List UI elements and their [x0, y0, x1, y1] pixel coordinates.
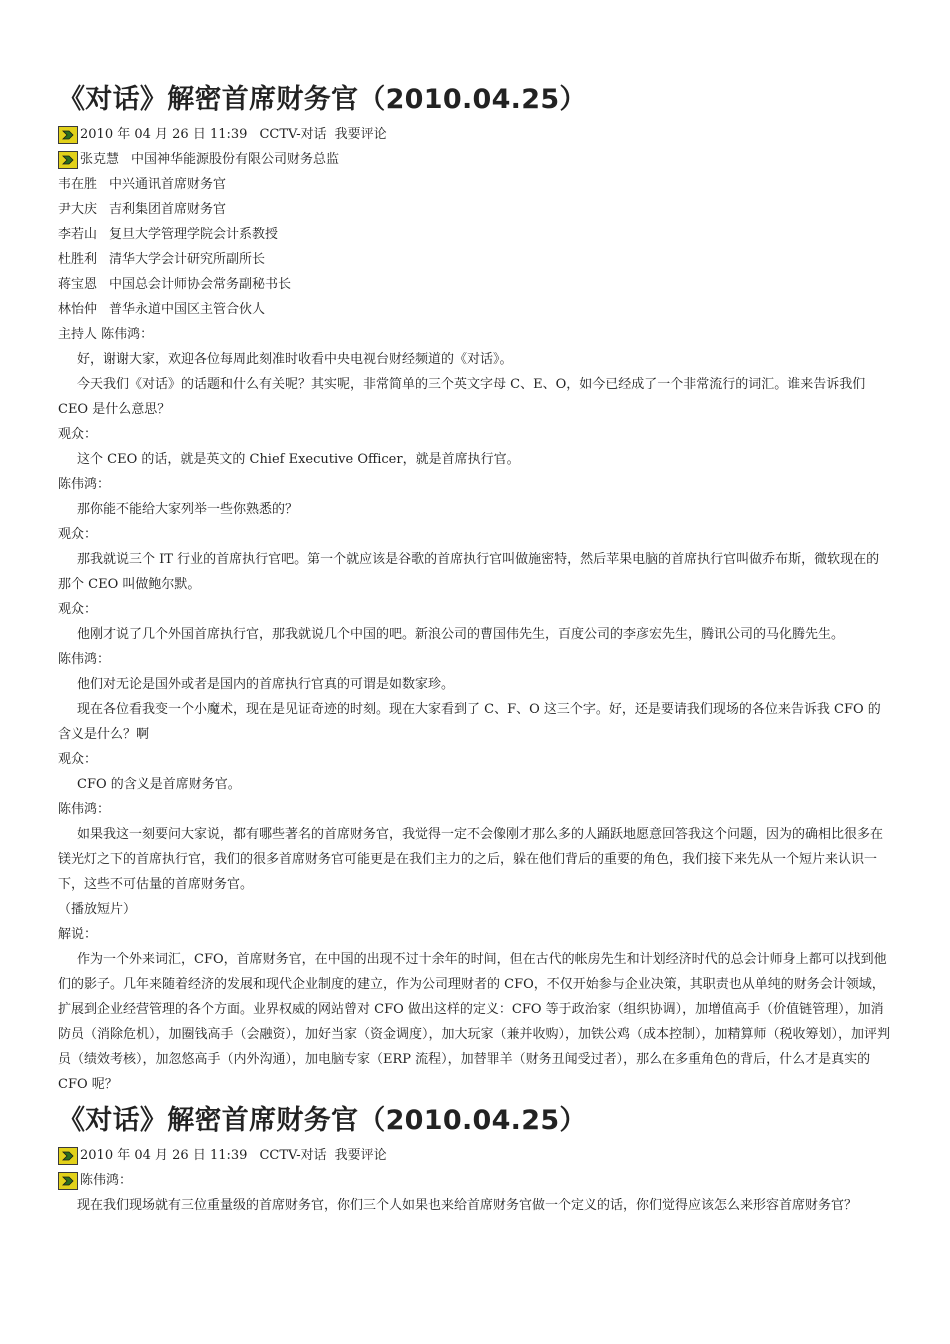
guest-role: 复旦大学管理学院会计系教授 [109, 227, 279, 242]
dialogue-paragraph: 现在各位看我变一个小魔术，现在是见证奇迹的时刻。现在大家看到了 C、F、O 这三个字。好，还是要请我们现场的各位来告诉我 CFO 的含义是什么？啊 [58, 702, 881, 742]
article-meta [58, 122, 890, 147]
article-title: 《对话》解密首席财务官（2010.04.25） [58, 1105, 587, 1136]
article-source[interactable]: CCTV-对话 [259, 127, 327, 142]
dialogue-paragraph: 现在我们现场就有三位重量级的首席财务官，你们三个人如果也来给首席财务官做一个定义的话，你们觉得应该怎么来形容首席财务官？ [77, 1198, 858, 1213]
speaker-label: （播放短片） [58, 902, 137, 917]
guest-role: 普华永道中国区主管合伙人 [109, 302, 266, 317]
speaker-label: 陈伟鸿： [58, 477, 111, 492]
guest-name: 尹大庆 [58, 202, 98, 217]
speaker-label: 观众： [58, 427, 98, 442]
guest-row [58, 197, 890, 222]
arrow-bullet-icon [58, 151, 78, 169]
comment-link[interactable]: 我要评论 [334, 127, 387, 142]
guest-row [58, 172, 890, 197]
speaker-label: 观众： [58, 602, 98, 617]
speaker-label: 陈伟鸿： [58, 652, 111, 667]
guest-name: 林怡仲 [58, 302, 98, 317]
dialogue-paragraph: 这个 CEO 的话，就是英文的 Chief Executive Officer，就是首席执行官。 [77, 452, 520, 467]
guest-row [58, 297, 890, 322]
guest-role: 中兴通讯首席财务官 [109, 177, 227, 192]
dialogue-paragraph: CFO 的含义是首席财务官。 [77, 777, 241, 792]
dialogue-paragraph: 那我就说三个 IT 行业的首席执行官吧。第一个就应该是谷歌的首席执行官叫做施密特，然后苹果电脑的首席执行官叫做乔布斯，微软现在的那个 CEO 叫做鲍尔默。 [58, 552, 880, 592]
dialogue-paragraph: 那你能不能给大家列举一些你熟悉的？ [77, 502, 299, 517]
dialogue-paragraph: 他刚才说了几个外国首席执行官，那我就说几个中国的吧。新浪公司的曹国伟先生，百度公司的李彦宏先生，腾讯公司的马化腾先生。 [77, 627, 845, 642]
guest-name: 张克慧 [80, 152, 120, 167]
guest-role: 清华大学会计研究所副所长 [109, 252, 266, 267]
arrow-bullet-icon [58, 1147, 78, 1165]
speaker-label: 观众： [58, 752, 98, 767]
speaker-name: 陈伟鸿： [80, 1173, 133, 1188]
dialogue-body [58, 347, 890, 1097]
dialogue-paragraph: 如果我这一刻要问大家说，都有哪些著名的首席财务官，我觉得一定不会像刚才那么多的人踊跃地愿意回答我这个问题，因为的确相比很多在镁光灯之下的首席执行官，我们的很多首席财务官可能更是在我们主力的之后，躲在他们背后的重要的角色，我们接下来先从一个短片来认识一下，这些不可估量的首席财务官。 [58, 827, 884, 892]
speaker-label: 陈伟鸿： [58, 802, 111, 817]
guest-name: 韦在胜 [58, 177, 98, 192]
guest-row [58, 147, 890, 172]
guest-row [58, 272, 890, 297]
guest-role: 吉利集团首席财务官 [109, 202, 227, 217]
comment-link[interactable]: 我要评论 [334, 1148, 387, 1163]
speaker-label [58, 1168, 890, 1193]
speaker-label: 观众： [58, 527, 98, 542]
guest-role: 中国总会计师协会常务副秘书长 [109, 277, 292, 292]
speaker-label: 解说： [58, 927, 98, 942]
guest-row [58, 247, 890, 272]
arrow-bullet-icon [58, 1172, 78, 1190]
guest-row [58, 222, 890, 247]
article-meta [58, 1143, 890, 1168]
dialogue-paragraph: 作为一个外来词汇，CFO，首席财务官，在中国的出现不过十余年的时间，但在古代的帐房先生和计划经济时代的总会计师身上都可以找到他们的影子。几年来随着经济的发展和现代企业制度的建立，作为公司理财者的 CFO，不仅开始参与企业决策，其职责也从单纯的财务会计领域，扩展到企业经营管理的各个方面。业界权威的网站曾对 CFO 做出这样的定义：CFO 等于政治家（组织协调），加增值高手（价值链管理），加消防员（消除危机），加圈钱高手（会融资），加好当家（资金调度），加大玩家（兼并收购），加铁公鸡（成本控制），加精算师（税收筹划），加评判员（绩效考核），加忽悠高手（内外沟通），加电脑专家（ERP 流程），加替罪羊（财务丑闻受过者），那么在多重角色的背后，什么才是真实的 CFO 呢？ [58, 952, 891, 1092]
arrow-bullet-icon [58, 126, 78, 144]
host-label: 主持人 陈伟鸿： [58, 327, 154, 342]
guest-role: 中国神华能源股份有限公司财务总监 [131, 152, 340, 167]
dialogue-paragraph: 他们对无论是国外或者是国内的首席执行官真的可谓是如数家珍。 [77, 677, 455, 692]
document-page [58, 78, 890, 1218]
dialogue-paragraph: 今天我们《对话》的话题和什么有关呢？其实呢，非常简单的三个英文字母 C、E、O，如今已经成了一个非常流行的词汇。谁来告诉我们 CEO 是什么意思？ [58, 377, 866, 417]
article-date: 2010 年 04 月 26 日 11:39 [80, 127, 248, 142]
article-title: 《对话》解密首席财务官（2010.04.25） [58, 84, 587, 115]
dialogue-paragraph: 好，谢谢大家，欢迎各位每周此刻准时收看中央电视台财经频道的《对话》。 [77, 352, 513, 367]
guest-name: 蒋宝恩 [58, 277, 98, 292]
article-date: 2010 年 04 月 26 日 11:39 [80, 1148, 248, 1163]
article-source[interactable]: CCTV-对话 [259, 1148, 327, 1163]
guest-name: 李若山 [58, 227, 98, 242]
guest-name: 杜胜利 [58, 252, 98, 267]
